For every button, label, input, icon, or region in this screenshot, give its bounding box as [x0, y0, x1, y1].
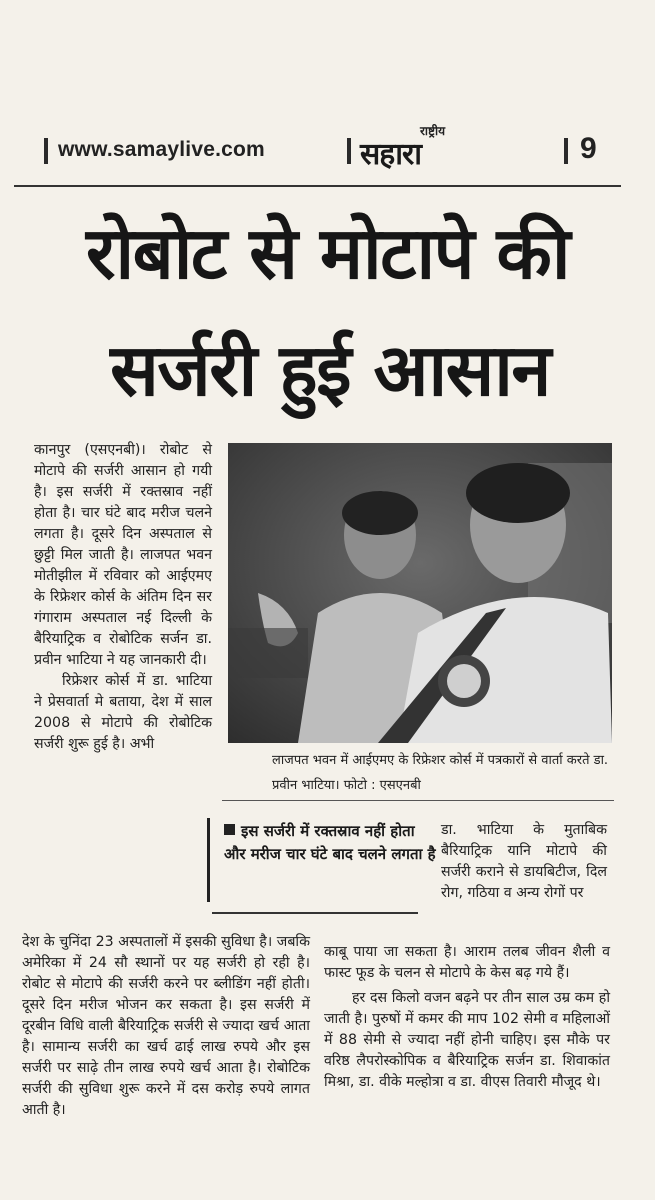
- pull-quote: [214, 820, 440, 866]
- headline-line-1: रोबोट से मोटापे की: [86, 211, 569, 295]
- page-number: 9: [580, 132, 597, 165]
- article-paragraph: डा. भाटिया के मुताबिक बैरियाट्रिक यानि मोटापे की सर्जरी कराने से डायबिटीज, दिल रोग, गठिया व अन्य रोगों पर: [441, 822, 607, 901]
- brand-subtitle: राष्ट्रीय: [420, 124, 446, 138]
- article-column-left-wide: [22, 932, 310, 1121]
- article-paragraph: कानपुर (एसएनबी)। रोबोट से मोटापे की सर्जरी आसान हो गयी है। इस सर्जरी में रक्तस्राव नहीं होता है। चार घंटे बाद मरीज चलने लगता है। दूसरे दिन अस्पताल से छुट्टी मिल जाती है। लाजपत भवन मोतीझील में रविवार को आईएमए के रिफ्रेशर कोर्स के अंतिम दिन सर गंगाराम अस्पताल नई दिल्ली के बैरियाट्रिक व रोबोटिक सर्जन डा. प्रवीन भाटिया ने यह जानकारी दी।: [34, 442, 212, 668]
- masthead-divider: [564, 138, 568, 164]
- news-photo: [228, 443, 612, 743]
- article-paragraph: हर दस किलो वजन बढ़ने पर तीन साल उम्र कम हो जाती है। पुरुषों में कमर की माप 102 सेमी व महिलाओं में 88 सेमी से ज्यादा नहीं होनी चाहिए। इस मौके पर वरिष्ठ लैपरोस्कोपिक व बैरियाट्रिक सर्जन डा. शिवाकांत मिश्रा, डा. वीके मल्होत्रा व डा. वीएस तिवारी मौजूद थे।: [324, 990, 610, 1090]
- headline-line-2: सर्जरी हुई आसान: [110, 328, 550, 412]
- masthead-divider: [44, 138, 48, 164]
- pull-quote-text: इस सर्जरी में रक्तस्राव नहीं होता और मरीज चार घंटे बाद चलने लगता है: [224, 822, 436, 863]
- masthead-divider: [347, 138, 351, 164]
- article-column-right-top: [441, 820, 607, 904]
- newspaper-logo: सहारा: [360, 137, 422, 172]
- photo-caption: लाजपत भवन में आईएमए के रिफ्रेशर कोर्स में पत्रकारों से वार्ता करते डा. प्रवीन भाटिया। फोटो : एसएनबी: [272, 753, 609, 793]
- article-paragraph: देश के चुनिंदा 23 अस्पतालों में इसकी सुविधा है। जबकि अमेरिका में 24 सौ स्थानों पर यह सर्जरी हो रही है। रोबोट से मोटापे की सर्जरी करने पर ब्लीडिंग नहीं होती। दूसरे दिन मरीज भोजन कर सकता है। इस सर्जरी में दूरबीन विधि वाली बैरियाट्रिक सर्जरी से ज्यादा खर्च आता है। सामान्य सर्जरी का खर्च ढाई लाख रुपये और इस सर्जरी पर साढ़े तीन लाख रुपये खर्च आता है। रोबोटिक सर्जरी की सुविधा शुरू करने में दस करोड़ रुपये लागत आती है।: [22, 934, 310, 1118]
- pull-quote-rule: [212, 912, 418, 914]
- caption-rule: [222, 800, 614, 801]
- masthead: [40, 124, 620, 172]
- article-paragraph: काबू पाया जा सकता है। आराम तलब जीवन शैली व फास्ट फूड के चलन से मोटापे के केस बढ़ गये हैं।: [324, 944, 610, 981]
- article-paragraph: रिफ्रेशर कोर्स में डा. भाटिया ने प्रेसवार्ता मे बताया, देश में साल 2008 से मोटापे की रोबोटिक सर्जरी शुरू हुई है। अभी: [34, 673, 212, 752]
- square-bullet-icon: [224, 824, 235, 835]
- website-url: www.samaylive.com: [58, 138, 265, 161]
- article-column-right-wide: [324, 942, 610, 1093]
- photo-image: [228, 443, 612, 743]
- article-column-left: [34, 440, 212, 755]
- pull-quote-bar: [207, 818, 210, 902]
- top-rule: [14, 185, 621, 187]
